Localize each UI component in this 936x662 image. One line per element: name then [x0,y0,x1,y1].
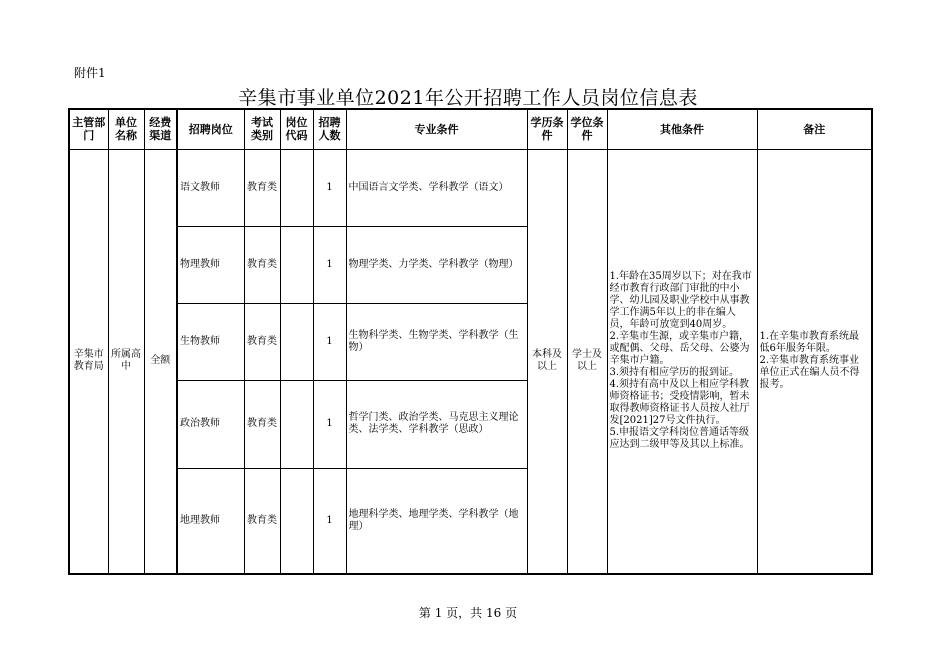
degree-cell: 学士及以上 [567,149,607,574]
header-post: 招聘岗位 [177,109,244,149]
major-cell: 哲学门类、政治学类、马克思主义理论类、法学类、学科教学（思政） [346,380,527,468]
post-cell: 物理教师 [177,226,244,303]
document-title: 辛集市事业单位2021年公开招聘工作人员岗位信息表 [238,87,698,109]
major-cell: 生物科学类、生物学类、学科教学（生物） [346,303,527,380]
header-other: 其他条件 [607,109,757,149]
fund-cell: 全额 [144,149,177,574]
edu-cell: 本科及以上 [527,149,567,574]
post-cell: 地理教师 [177,468,244,574]
post-cell: 生物教师 [177,303,244,380]
count-cell: 1 [313,149,346,226]
unit-cell: 所属高中 [108,149,144,574]
note-cell: 1.在辛集市教育系统最低6年服务年限。 2.辛集市教育系统事业单位正式在编人员不得报考。 [757,149,872,574]
major-cell: 物理学类、力学类、学科教学（物理） [346,226,527,303]
code-cell [280,226,313,303]
table-header-row [69,109,872,149]
code-cell [280,149,313,226]
exam-cell: 教育类 [244,468,280,574]
exam-cell: 教育类 [244,380,280,468]
header-major: 专业条件 [346,109,527,149]
major-cell: 中国语言文学类、学科教学（语文） [346,149,527,226]
post-cell: 政治教师 [177,380,244,468]
code-cell [280,303,313,380]
header-code: 岗位代码 [280,109,313,149]
count-cell: 1 [313,380,346,468]
exam-cell: 教育类 [244,226,280,303]
exam-cell: 教育类 [244,149,280,226]
other-conditions-cell: 1.年龄在35周岁以下；对在我市经市教育行政部门审批的中小学、幼儿园及职业学校中从事教学工作满5年以上的非在编人员，年龄可放宽到40周岁。 2.辛集市生源，或辛集市户籍，或配偶、父母、岳父母、公婆为辛集市户籍。 3.须持有相应学历的报到证。 4.须持有高中及以上相应学科教师资格证书；受疫情影响，暂未取得教师资格证书人员按人社厅发[2021]27号文件执行。 5.申报语文学科岗位普通话等级应达到二级甲等及其以上标准。 [607,149,757,574]
post-cell: 语文教师 [177,149,244,226]
header-exam: 考试类别 [244,109,280,149]
header-count: 招聘人数 [313,109,346,149]
header-fund: 经费渠道 [144,109,177,149]
code-cell [280,468,313,574]
header-unit: 单位名称 [108,109,144,149]
count-cell: 1 [313,303,346,380]
count-cell: 1 [313,468,346,574]
header-degree: 学位条件 [567,109,607,149]
header-edu: 学历条件 [527,109,567,149]
header-dept: 主管部门 [69,109,108,149]
table-row [69,149,872,226]
exam-cell: 教育类 [244,303,280,380]
major-cell: 地理科学类、地理学类、学科教学（地理） [346,468,527,574]
dept-cell: 辛集市教育局 [69,149,108,574]
recruitment-table [68,108,873,575]
code-cell [280,380,313,468]
page-footer: 第 1 页，共 16 页 [418,606,518,620]
header-note: 备注 [757,109,872,149]
attachment-label: 附件1 [74,66,106,80]
count-cell: 1 [313,226,346,303]
